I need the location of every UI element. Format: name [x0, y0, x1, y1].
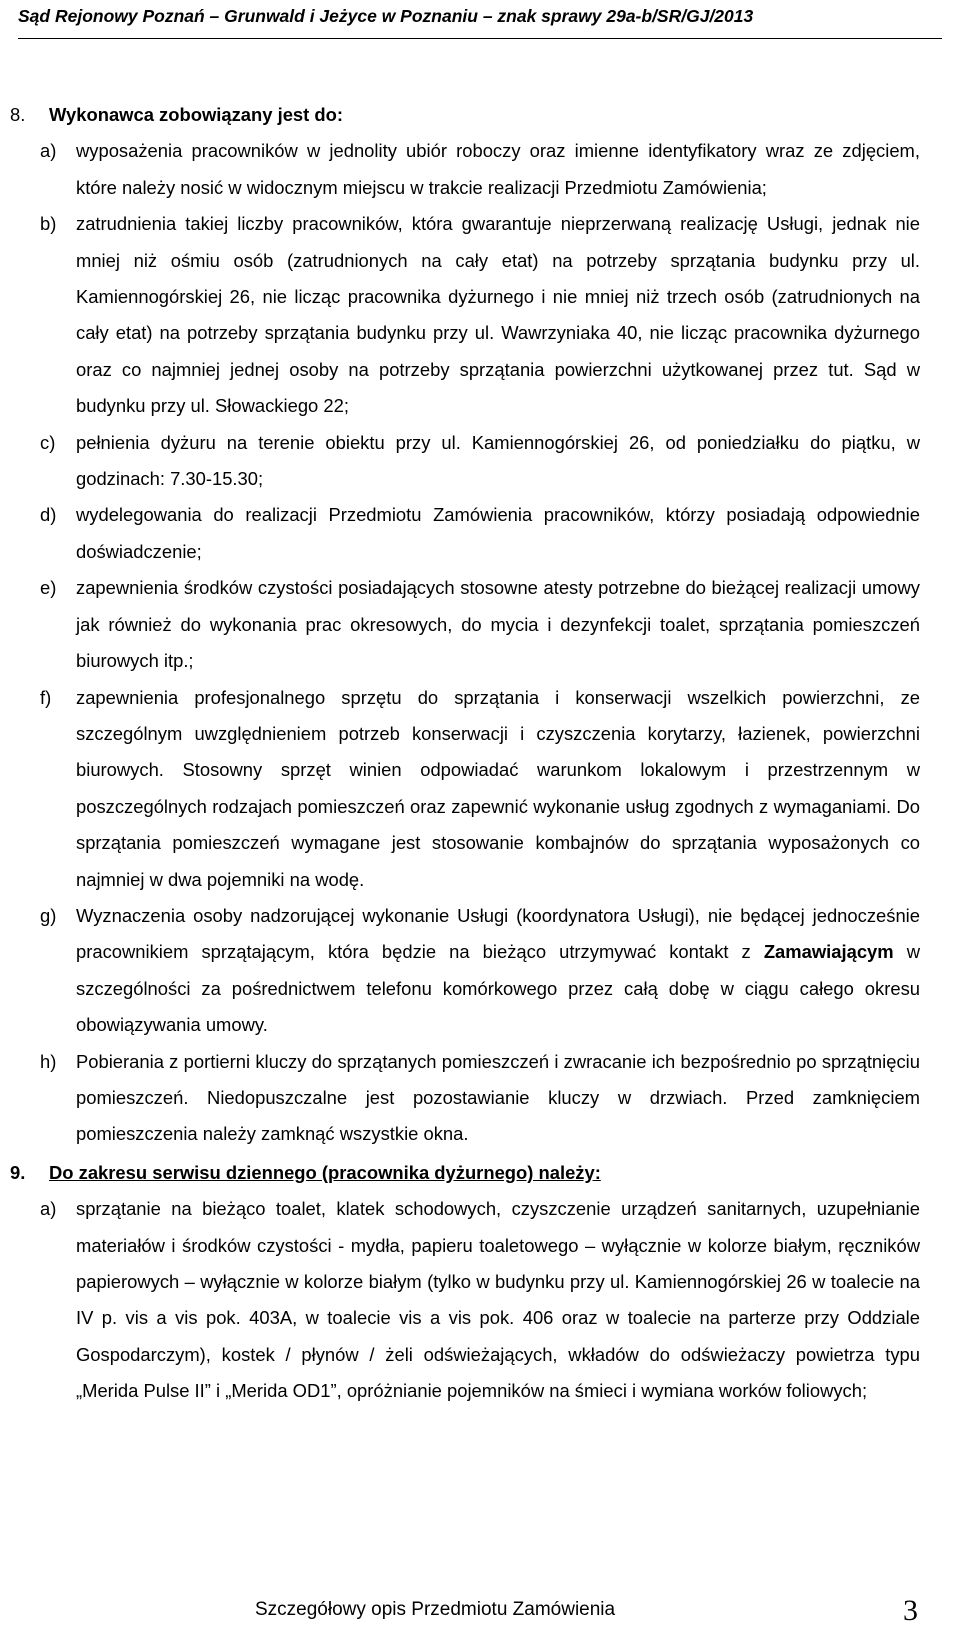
item-label: e)	[40, 577, 57, 599]
page-header	[0, 0, 960, 54]
list-item	[10, 497, 920, 570]
item-label: c)	[40, 431, 56, 453]
list-item	[10, 425, 920, 498]
item-label: a)	[40, 1198, 57, 1220]
item-text-part: Wyznaczenia osoby nadzorującej wykonanie Usługi (koordynatora Usługi), nie będącej jednocześnie pracownikiem sprzątającym, która będzie na bieżąco utrzymywać kontakt z	[76, 904, 920, 963]
item-text: wyposażenia pracowników w jednolity ubiór roboczy oraz imienne identyfikatory wraz ze zdjęciem, które należy nosić w widocznym miejscu w trakcie realizacji Przedmiotu Zamówienia;	[76, 140, 920, 198]
item-text: Pobierania z portierni kluczy do sprzątanych pomieszczeń i zwracanie ich bezpośrednio po sprzątnięciu pomieszczeń. Niedopuszczalne jest pozostawianie kluczy w drzwiach. Przed zamknięciem pomieszczenia należy zamknąć wszystkie okna.	[76, 1050, 920, 1145]
item-label: d)	[40, 504, 57, 526]
section-heading: Do zakresu serwisu dziennego (pracownika dyżurnego) należy:	[49, 1161, 601, 1183]
item-text: zatrudnienia takiej liczby pracowników, która gwarantuje nieprzerwaną realizację Usługi, jednak nie mniej niż ośmiu osób (zatrudnionych na cały etat) na potrzeby sprzątania budynku przy ul. Kamiennogórskiej 26, nie licząc pracownika dyżurnego i nie mniej niż trzech osób (zatrudnionych na cały etat) na potrzeby sprzątania budynku przy ul. Wawrzyniaka 40, nie licząc pracownika dyżurnego oraz co najmniej jednej osoby na potrzeby sprzątania powierzchni użytkowanej przez tut. Sąd w budynku przy ul. Słowackiego 22;	[76, 213, 920, 417]
page-number: 3	[903, 1594, 918, 1627]
document-body	[10, 97, 920, 1410]
item-text: wydelegowania do realizacji Przedmiotu Zamówienia pracowników, którzy posiadają odpowiednie doświadczenie;	[76, 504, 920, 562]
page-footer: Szczegółowy opis Przedmiotu Zamówienia	[255, 1599, 616, 1620]
item-label: g)	[40, 904, 57, 926]
list-item	[10, 680, 920, 898]
item-text: pełnienia dyżuru na terenie obiektu przy ul. Kamiennogórskiej 26, od poniedziałku do piątku, w godzinach: 7.30-15.30;	[76, 431, 920, 490]
header-divider	[18, 38, 942, 39]
item-text: zapewnienia środków czystości posiadających stosowne atesty potrzebne do bieżącej realizacji umowy jak również do wykonania prac okresowych, do mycia i dezynfekcji toalet, sprzątania pomieszczeń biurowych itp.;	[76, 577, 920, 672]
list-item	[10, 1044, 920, 1153]
item-label: h)	[40, 1050, 57, 1072]
section-number: 9.	[10, 1161, 26, 1183]
item-label: f)	[40, 686, 52, 708]
item-text: sprzątanie na bieżąco toalet, klatek schodowych, czyszczenie urządzeń sanitarnych, uzupełnianie materiałów i środków czystości - mydła, papieru toaletowego – wyłącznie w kolorze białym, ręczników papierowych – wyłącznie w kolorze białym (tylko w budynku przy ul. Kamiennogórskiej 26 w toalecie na IV p. vis a vis pok. 403A, w toalecie vis a vis pok. 406 oraz w toalecie na parterze przy Oddziale Gospodarczym), kostek / płynów / żeli odświeżających, wkładów do odświeżaczy powietrza typu „Merida Pulse II” i „Merida OD1”, opróżnianie pojemników na śmieci i wymiana worków foliowych;	[76, 1198, 920, 1402]
list-item	[10, 898, 920, 1044]
section-8-title	[10, 97, 920, 133]
section-9-title	[10, 1155, 920, 1191]
list-item	[10, 570, 920, 679]
list-item	[10, 206, 920, 424]
item-text-bold: Zamawiającym	[763, 941, 894, 963]
list-item	[10, 1191, 920, 1409]
item-text-part: w szczególności za pośrednictwem telefonu komórkowego przez całą dobę w ciągu całego okresu obowiązywania umowy.	[76, 941, 920, 1036]
section-heading: Wykonawca zobowiązany jest do:	[49, 104, 343, 125]
item-label: b)	[40, 213, 57, 235]
item-label: a)	[40, 140, 57, 162]
item-text: zapewnienia profesjonalnego sprzętu do sprzątania i konserwacji wszelkich powierzchni, ze szczególnym uwzględnieniem potrzeb konserwacji i czyszczenia korytarzy, łazienek, powierzchni biurowych. Stosowny sprzęt winien odpowiadać warunkom lokalowym i przestrzennym w poszczególnych rodzajach pomieszczeń oraz zapewnić wykonanie usług zgodnych z wymaganiami. Do sprzątania pomieszczeń wymagane jest stosowanie kombajnów do sprzątania wyposażonych co najmniej w dwa pojemniki na wodę.	[76, 686, 920, 890]
section-number: 8.	[10, 104, 26, 125]
list-item	[10, 133, 920, 206]
header-text: Sąd Rejonowy Poznań – Grunwald i Jeżyce w Poznaniu – znak sprawy 29a-b/SR/GJ/2013	[18, 6, 754, 26]
item-text	[76, 898, 920, 1044]
